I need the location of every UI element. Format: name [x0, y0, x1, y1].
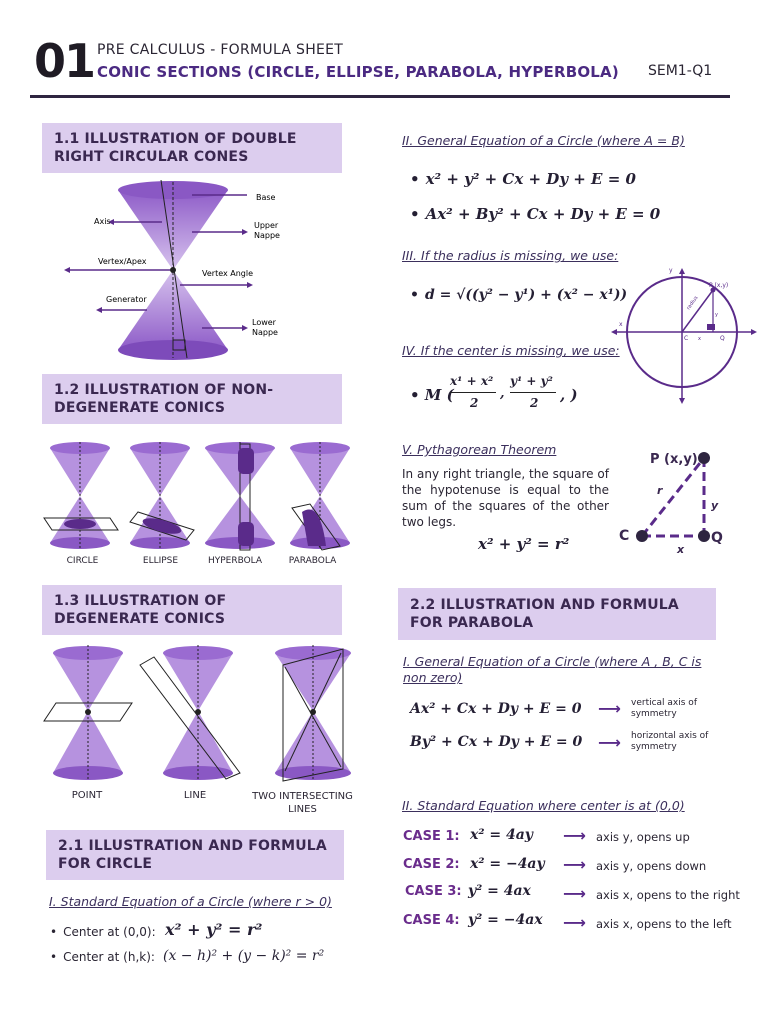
label-vertex: Vertex/Apex [98, 257, 147, 266]
parabola-standard-subheading: II. Standard Equation where center is at (0,0) [402, 798, 685, 813]
section-1-1-heading: 1.1 ILLUSTRATION OF DOUBLE RIGHT CIRCULAR CONES [42, 123, 342, 173]
eq-general-1: • x² + y² + Cx + Dy + E = 0 [410, 170, 636, 188]
eq-circle-hk: (x − h)² + (y − k)² = r² [163, 948, 325, 964]
arrow-icon: ⟶ [563, 826, 586, 845]
case-1-label: CASE 1: [403, 829, 460, 844]
caption-point: POINT [71, 790, 103, 801]
case-4-desc: axis x, opens to the left [596, 917, 732, 931]
fig-radius-label: radius [685, 295, 700, 312]
section-2-1-heading: 2.1 ILLUSTRATION AND FORMULA FOR CIRCLE [46, 830, 344, 880]
circle-general-eq-subheading: II. General Equation of a Circle (where A = B) [402, 133, 685, 148]
case-1-eq: x² = 4ay [470, 827, 533, 843]
caption-hyperbola: HYPERBOLA [207, 556, 263, 566]
caption-parabola: PARABOLA [288, 556, 337, 566]
sheet-subject: PRE CALCULUS - FORMULA SHEET [97, 42, 344, 58]
tri-q-label: Q [711, 530, 723, 546]
fig-p-label: P (x,y) [709, 282, 729, 289]
label-base: Base [256, 193, 276, 202]
sheet-number: 01 [34, 34, 95, 88]
bullet-center-hk: • Center at (h,k): [50, 950, 155, 964]
eq-midpoint: • M ( x¹ + x² 2 , y¹ + y² 2 , ) [410, 374, 578, 410]
fig-y-label: y [669, 267, 673, 274]
fig-q-label: Q [720, 335, 725, 342]
double-cone-diagram [42, 180, 352, 370]
radius-missing-subheading: III. If the radius is missing, we use: [402, 248, 619, 263]
fig-xs-label: x [698, 336, 701, 342]
caption-line: LINE [183, 790, 207, 801]
right-triangle-figure [615, 445, 735, 560]
arrow-icon: ⟶ [563, 884, 586, 903]
eq-pythagorean: x² + y² = r² [478, 535, 570, 553]
note-horizontal-axis: horizontal axis of symmetry [631, 731, 709, 752]
eq-parabola-vertical: Ax² + Cx + Dy + E = 0 [410, 701, 582, 717]
svg-text:Lower: Lower [252, 318, 276, 327]
pythagorean-subheading: V. Pythagorean Theorem [402, 442, 557, 457]
section-1-2-heading: 1.2 ILLUSTRATION OF NON-DEGENERATE CONICS [42, 374, 342, 424]
caption-two-intersecting-lines: TWO INTERSECTING LINES [252, 791, 353, 815]
bullet-center-origin: • Center at (0,0): [50, 925, 156, 939]
case-3-label: CASE 3: [405, 884, 462, 899]
eq-circle-origin: x² + y² = r² [165, 920, 263, 939]
tri-y-label: y [711, 499, 719, 512]
case-4-eq: y² = −4ax [468, 912, 543, 928]
tri-c-label: C [619, 528, 630, 544]
fig-c-label: C [684, 335, 689, 342]
case-2-desc: axis y, opens down [596, 859, 707, 873]
case-3-eq: y² = 4ax [468, 883, 531, 899]
eq-general-2: • Ax² + By² + Cx + Dy + E = 0 [410, 205, 660, 223]
center-missing-subheading: IV. If the center is missing, we use: [402, 343, 620, 358]
eq-parabola-horizontal: By² + Cx + Dy + E = 0 [410, 734, 583, 750]
degenerate-conics-diagram [38, 645, 358, 785]
tri-p-label: P (x,y) [650, 452, 698, 467]
case-3-desc: axis x, opens to the right [596, 888, 740, 902]
section-2-2-heading: 2.2 ILLUSTRATION AND FORMULA FOR PARABOLA [398, 588, 716, 640]
tri-r-label: r [657, 484, 663, 497]
arrow-icon: ⟶ [598, 699, 621, 718]
caption-ellipse: ELLIPSE [142, 556, 179, 566]
case-2-label: CASE 2: [403, 857, 460, 872]
tri-x-label: x [677, 543, 685, 556]
section-1-3-heading: 1.3 ILLUSTRATION OF DEGENERATE CONICS [42, 585, 342, 635]
arrow-icon: ⟶ [563, 913, 586, 932]
circle-coordinate-figure [605, 262, 760, 407]
label-axis: Axis [94, 217, 111, 226]
non-degenerate-conics-diagram [40, 438, 360, 553]
sheet-title: CONIC SECTIONS (CIRCLE, ELLIPSE, PARABOLA, HYPERBOLA) [97, 63, 619, 81]
pythagorean-text: In any right triangle, the square of the hypotenuse is equal to the sum of the squares of the other two legs. [402, 467, 609, 529]
fig-ys-label: y [715, 312, 718, 318]
caption-circle: CIRCLE [66, 556, 99, 566]
case-4-label: CASE 4: [403, 913, 460, 928]
header-divider [30, 95, 730, 98]
label-vertex-angle: Vertex Angle [202, 269, 254, 278]
sheet-code: SEM1-Q1 [648, 63, 713, 79]
label-generator: Generator [106, 295, 147, 304]
svg-text:Nappe: Nappe [254, 231, 280, 240]
note-vertical-axis: vertical axis of symmetry [631, 698, 697, 719]
svg-text:Upper: Upper [254, 221, 279, 230]
case-1-desc: axis y, opens up [596, 830, 690, 844]
arrow-icon: ⟶ [598, 733, 621, 752]
eq-distance: • d = √((y² − y¹) + (x² − x¹)) [410, 287, 627, 303]
circle-standard-eq-subheading: I. Standard Equation of a Circle (where r > 0) [49, 894, 332, 909]
fig-x-label: x [619, 321, 623, 328]
svg-text:Nappe: Nappe [252, 328, 278, 337]
parabola-general-subheading: I. General Equation of a Circle (where A , B, C is non zero) [403, 654, 702, 685]
arrow-icon: ⟶ [563, 855, 586, 874]
case-2-eq: x² = −4ay [470, 856, 545, 872]
